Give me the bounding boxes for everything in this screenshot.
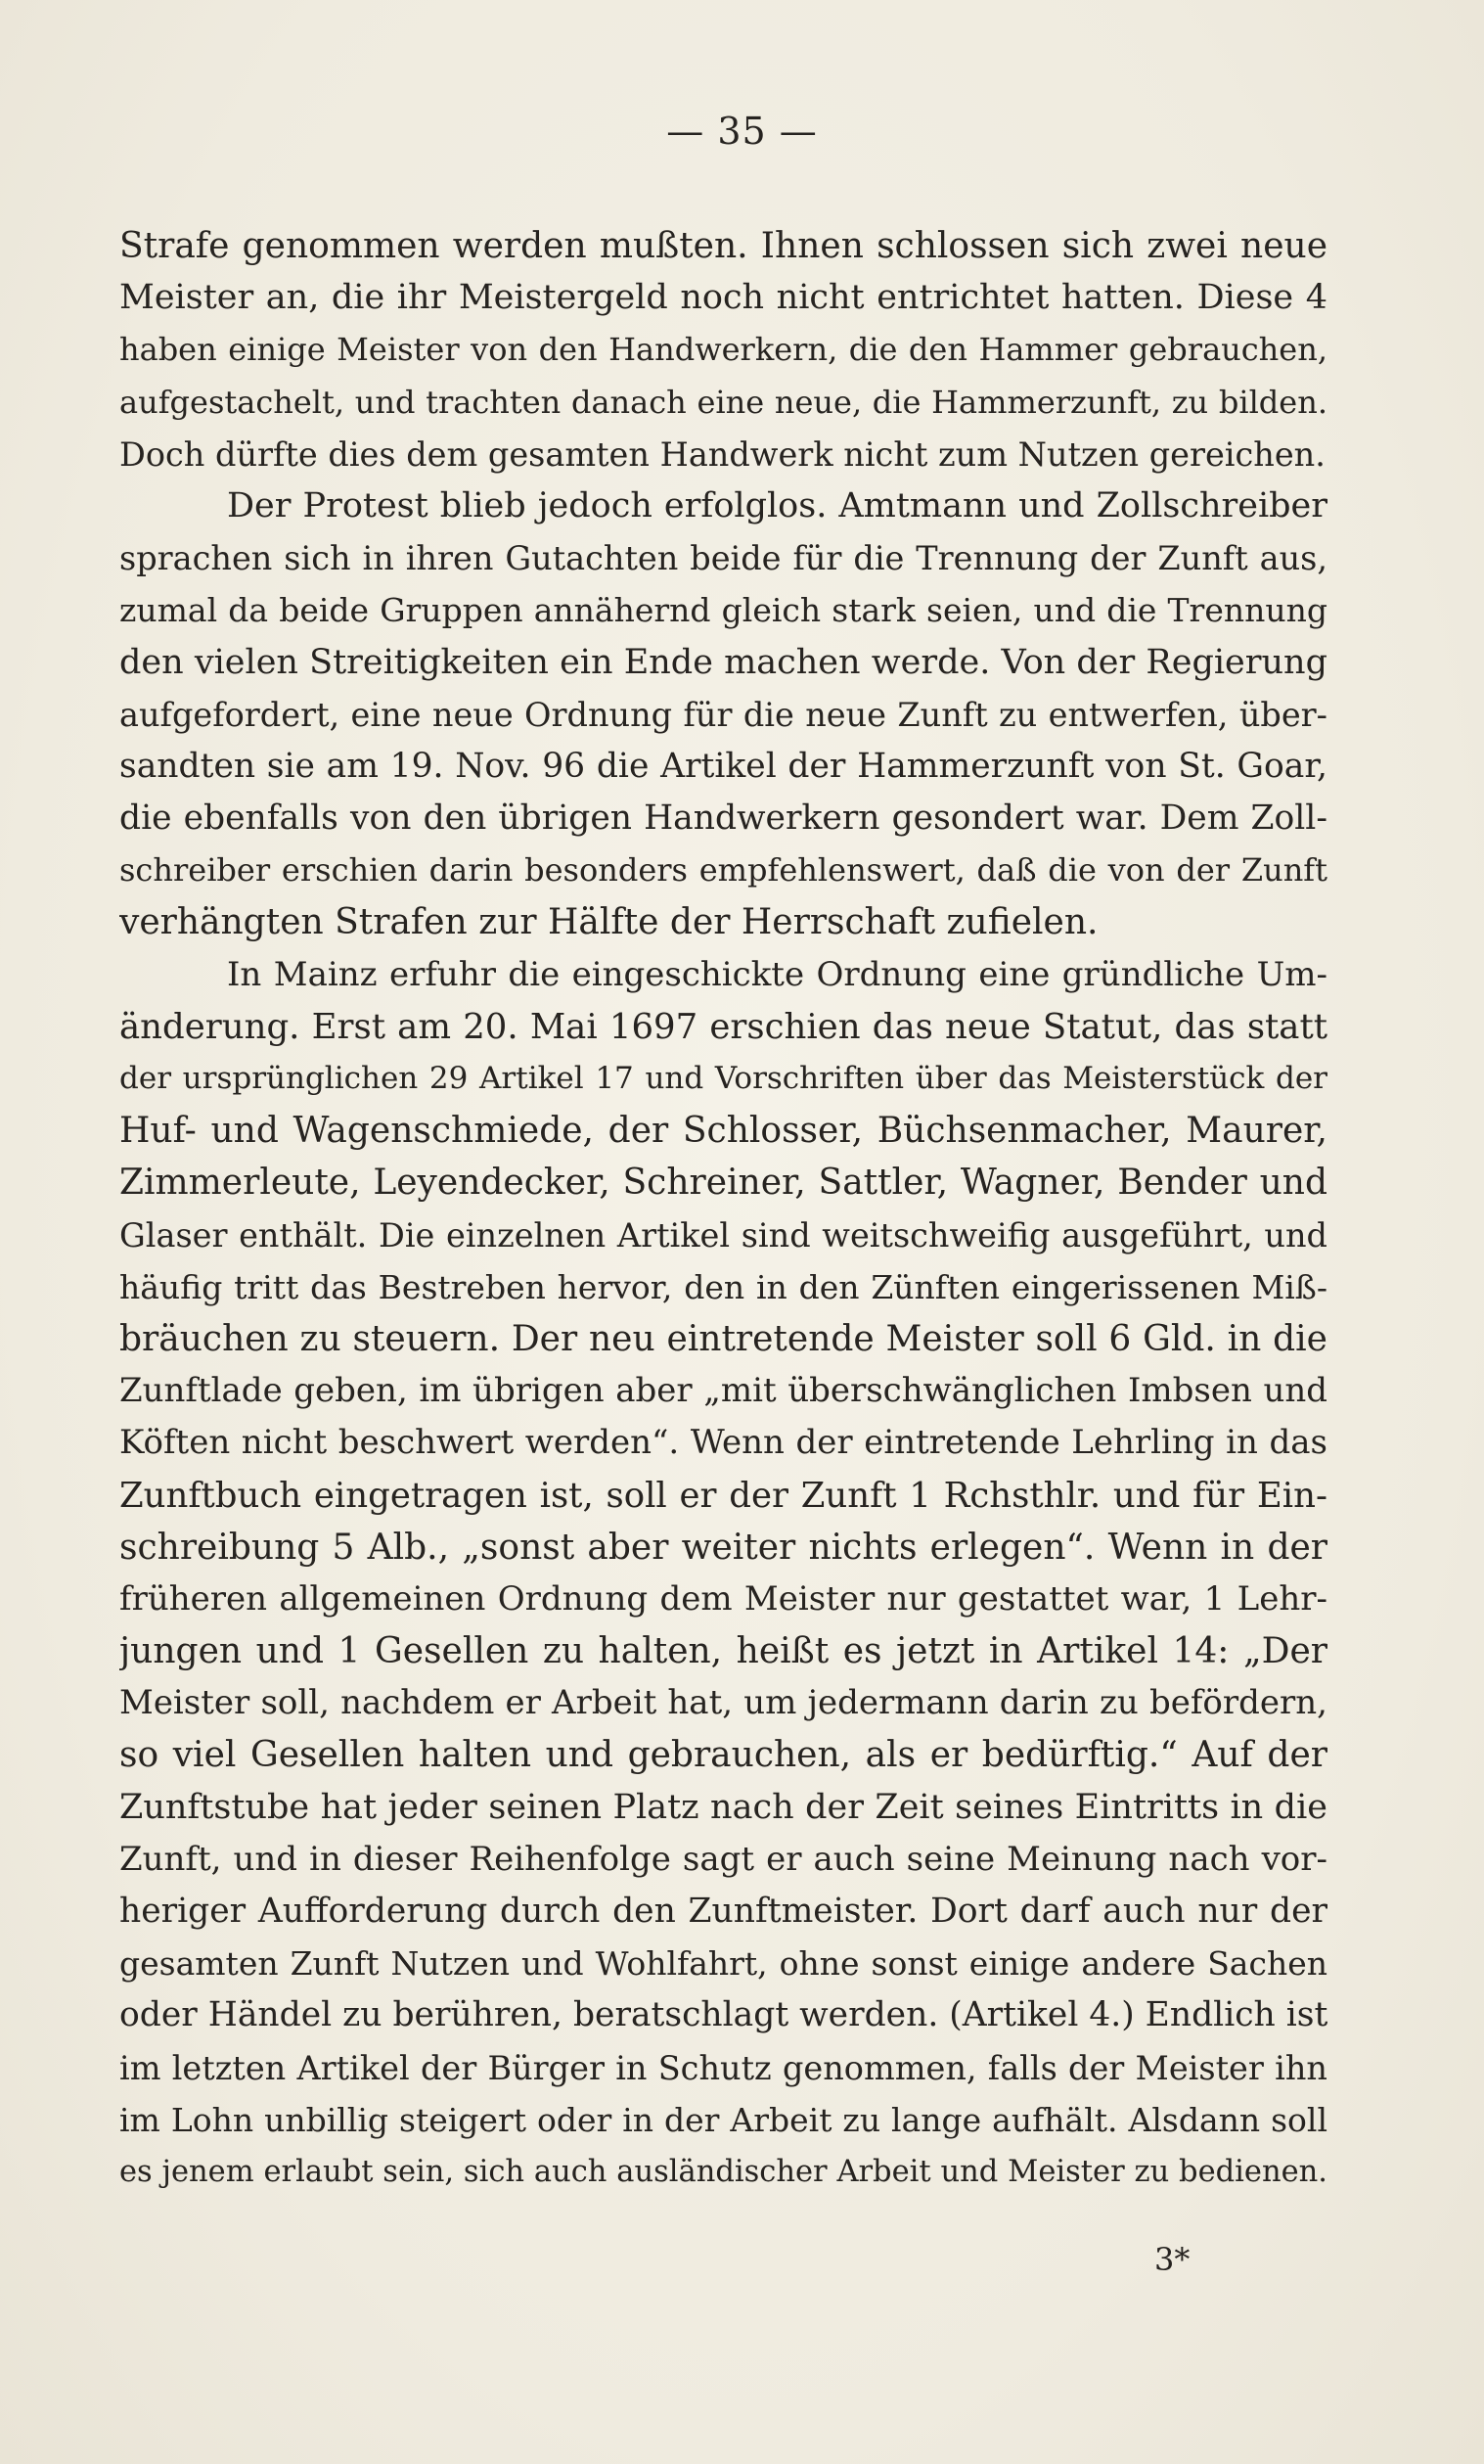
text-line: Zunftlade geben, im übrigen aber „mit überschwänglichen Imbsen und — [119, 1371, 1327, 1411]
text-line: Der Protest blieb jedoch erfolglos. Amtmann und Zollschreiber — [227, 485, 1327, 525]
text-line: Glaser enthält. Die einzelnen Artikel sind weitschweifig ausgeführt, und — [119, 1215, 1327, 1255]
text-line: heriger Aufforderung durch den Zunftmeister. Dort darf auch nur der — [119, 1892, 1327, 1931]
text-line: Doch dürfte dies dem gesamten Handwerk nicht zum Nutzen gereichen. — [119, 434, 1326, 474]
text-line: bräuchen zu steuern. Der neu eintretende Meister soll 6 Gld. in die — [119, 1318, 1327, 1359]
text-line: Zunftstube hat jeder seinen Platz nach der Zeit seines Eintritts in die — [119, 1787, 1327, 1827]
text-line: im letzten Artikel der Bürger in Schutz genommen, falls der Meister ihn — [119, 2048, 1327, 2087]
text-line: früheren allgemeinen Ordnung dem Meister nur gestattet war, 1 Lehr- — [119, 1578, 1327, 1619]
page-number: — 35 — — [666, 110, 818, 153]
signature-mark: 3* — [1154, 2241, 1191, 2278]
text-line: den vielen Streitigkeiten ein Ende machen werde. Von der Regierung — [119, 642, 1327, 682]
text-line: In Mainz erfuhr die eingeschickte Ordnung eine gründliche Um- — [227, 954, 1327, 994]
text-line: der ursprünglichen 29 Artikel 17 und Vorschriften über das Meisterstück der — [119, 1061, 1327, 1096]
text-line: verhängten Strafen zur Hälfte der Herrschaft zufielen. — [119, 902, 1099, 943]
text-line: häufig tritt das Bestreben hervor, den in den Zünften eingerissenen Miß- — [119, 1267, 1327, 1306]
text-line: Meister soll, nachdem er Arbeit hat, um jedermann darin zu befördern, — [119, 1683, 1327, 1723]
text-line: oder Händel zu berühren, beratschlagt werden. (Artikel 4.) Endlich ist — [119, 1995, 1327, 2035]
text-line: gesamten Zunft Nutzen und Wohlfahrt, ohne sonst einige andere Sachen — [119, 1944, 1327, 1984]
text-line: Huf- und Wagenschmiede, der Schlosser, Büchsenmacher, Maurer, — [119, 1111, 1327, 1152]
text-line: haben einige Meister von den Handwerkern, die den Hammer gebrauchen, — [119, 331, 1327, 369]
text-line: so viel Gesellen halten und gebrauchen, als er bedürftig.“ Auf der — [119, 1735, 1327, 1776]
text-line: zumal da beide Gruppen annähernd gleich stark seien, und die Trennung — [119, 591, 1327, 630]
text-line: sandten sie am 19. Nov. 96 die Artikel der Hammerzunft von St. Goar, — [119, 746, 1327, 786]
text-line: es jenem erlaubt sein, sich auch ausländischer Arbeit und Meister zu bedienen. — [119, 2154, 1327, 2189]
text-line: sprachen sich in ihren Gutachten beide für die Trennung der Zunft aus, — [119, 539, 1327, 578]
text-line: Strafe genommen werden mußten. Ihnen schlossen sich zwei neue — [119, 226, 1327, 266]
text-line: aufgestachelt, und trachten danach eine neue, die Hammerzunft, zu bilden. — [119, 383, 1327, 421]
text-line: aufgefordert, eine neue Ordnung für die neue Zunft zu entwerfen, über- — [119, 695, 1327, 734]
text-line: änderung. Erst am 20. Mai 1697 erschien das neue Statut, das statt — [119, 1006, 1327, 1047]
text-line: Zunft, und in dieser Reihenfolge sagt er auch seine Meinung nach vor- — [119, 1839, 1327, 1879]
body-text — [119, 220, 1327, 2198]
text-line: Zimmerleute, Leyendecker, Schreiner, Sattler, Wagner, Bender und — [119, 1163, 1327, 1204]
text-line: im Lohn unbillig steigert oder in der Arbeit zu lange aufhält. Alsdann soll — [119, 2100, 1327, 2139]
text-line: jungen und 1 Gesellen zu halten, heißt es jetzt in Artikel 14: „Der — [119, 1631, 1327, 1672]
text-line: Meister an, die ihr Meistergeld noch nicht entrichtet hatten. Diese 4 — [119, 278, 1327, 318]
text-line: die ebenfalls von den übrigen Handwerkern gesondert war. Dem Zoll- — [119, 799, 1327, 839]
text-line: Zunftbuch eingetragen ist, soll er der Zunft 1 Rchsthlr. und für Ein- — [119, 1475, 1327, 1516]
text-line: Köften nicht beschwert werden“. Wenn der eintretende Lehrling in das — [119, 1423, 1327, 1463]
text-line: schreiber erschien darin besonders empfehlenswert, daß die von der Zunft — [119, 851, 1327, 890]
text-line: schreibung 5 Alb., „sonst aber weiter nichts erlegen“. Wenn in der — [119, 1527, 1327, 1568]
